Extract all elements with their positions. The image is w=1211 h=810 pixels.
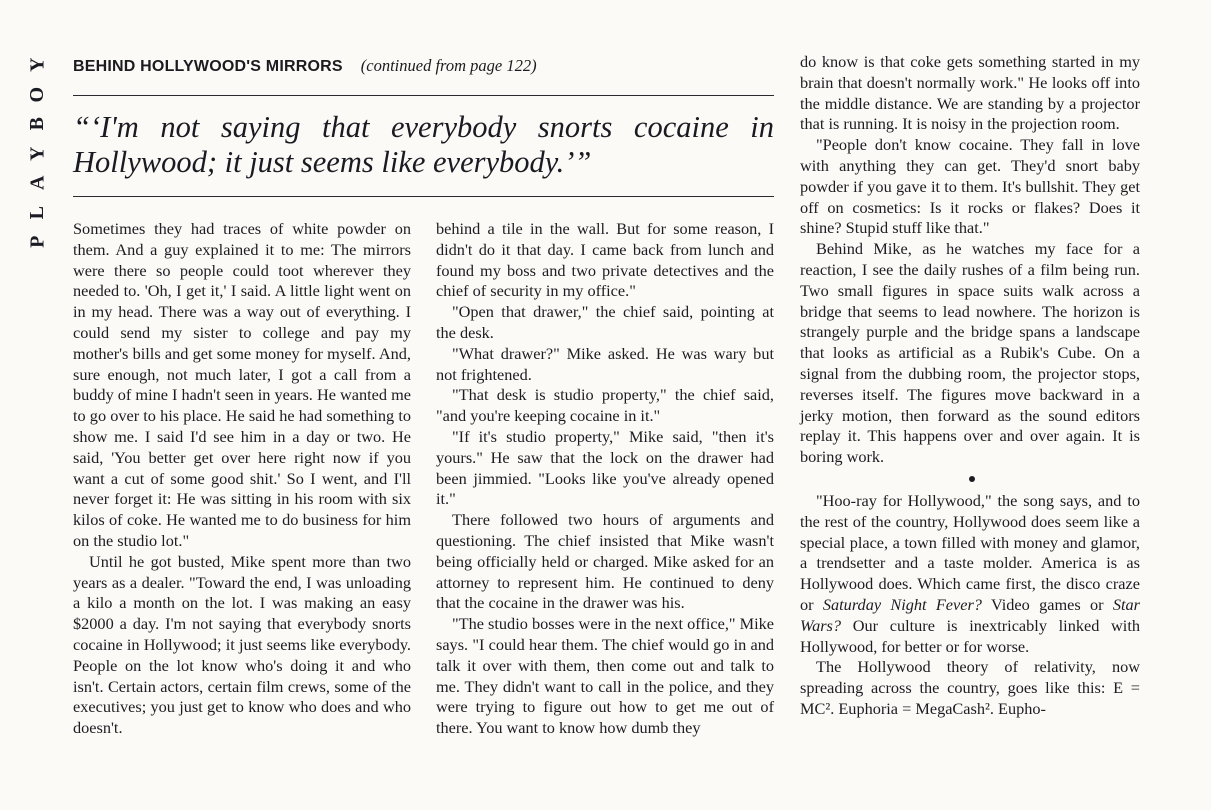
paragraph: Sometimes they had traces of white powder on them. And a guy explained it to me: The mirrors were there so people could toot wherever they needed to. 'Oh, I get it,' I said. A little light went on in my head. There was a way out of everything. I could send my sister to college and pay my mother's bills and get some money for myself. And, sure enough, not much later, I got a call from a buddy of mine I hadn't seen in years. He wanted me to go over to his place. He said he had something to show me. I said I'd see him in a day or two. He said, 'You better get over here right now if you want a cut of some good shit.' So I went, and I'll never forget it: He was sitting in his room with six kilos of coke. He wanted me to do business for him on the studio lot." (73, 219, 411, 550)
paragraph: "If it's studio property," Mike said, "then it's yours." He saw that the lock on the drawer had been jimmied. "Looks like you've already opened it." (436, 426, 774, 509)
paragraph (800, 491, 1140, 657)
paragraph: "The studio bosses were in the next office," Mike says. "I could hear them. The chief would go in and talk it over with them, then come out and talk to me. They didn't want to call in the police, and they were trying to figure out how to get me out of there. You want to know how dumb they (436, 614, 774, 738)
spine-letter: A (26, 175, 49, 190)
spine-letter: B (26, 117, 49, 131)
paragraph: "Open that drawer," the chief said, pointing at the desk. (436, 302, 774, 342)
spine-letter: L (26, 205, 49, 219)
pull-quote-bottom-rule (73, 196, 774, 197)
paragraph: "That desk is studio property," the chief said, "and you're keeping cocaine in it." (436, 385, 774, 426)
continued-note: (continued from page 122) (360, 56, 537, 75)
paragraph: There followed two hours of arguments and questioning. The chief insisted that Mike wasn't being officially held or charged. Mike asked for an attorney to represent him. He continued to deny that the cocaine in the drawer was his. (436, 510, 774, 613)
article-title: BEHIND HOLLYWOOD'S MIRRORS (73, 58, 343, 75)
paragraph: The Hollywood theory of relativity, now spreading across the country, goes like this: E = MC². Euphoria = MegaCash². Eupho- (800, 657, 1140, 718)
pull-quote-top-rule (73, 95, 774, 96)
paragraph-text: "Hoo-ray for Hollywood," the song says, and to the rest of the country, Hollywood does seem like a special place, a town filled with money and glamor, a trendsetter and a taste molder. America is as Hollywood does. Which came first, the disco craze or (800, 490, 1140, 614)
text-column-3 (800, 52, 1140, 720)
spine-letter: O (26, 86, 49, 103)
text-column-2 (436, 219, 774, 739)
text-column-1 (73, 219, 411, 739)
paragraph-text: Video games or (990, 594, 1104, 614)
paragraph: "What drawer?" Mike asked. He was wary but not frightened. (436, 343, 774, 384)
film-title: Star Wars? (800, 594, 1141, 635)
paragraph: Until he got busted, Mike spent more than two years as a dealer. "Toward the end, I was unloading a kilo a month on the lot. I was making an easy $2000 a day. I'm not saying that everybody snorts cocaine in Hollywood; it just seems like everybody. People on the lot know who's doing it and who isn't. Certain actors, certain film crews, some of the executives; you just get to know who does and who doesn't. (73, 551, 411, 738)
running-head (73, 54, 537, 79)
spine-letter: P (26, 235, 49, 248)
magazine-spine-label (27, 50, 49, 257)
paragraph: Behind Mike, as he watches my face for a reaction, I see the daily rushes of a film being run. Two small figures in space suits walk across a bridge that seems to lead nowhere. The horizon is strangely purple and the bridge spans a landscape that looks as artificial as a Rubik's Cube. On a signal from the dubbing room, the projector stops, reverses itself. The figures move backward in a jerky motion, then forward as the sound editors replay it. This happens over and over again. It is boring work. (800, 239, 1140, 467)
spine-letter: Y (26, 57, 49, 72)
film-title: Saturday Night Fever? (822, 594, 982, 614)
paragraph: "People don't know cocaine. They fall in love with anything they can get. They'd snort baby powder if you gave it to them. It's bullshit. They get off on cosmetics: Is it rocks or flakes? Does it shine? Stupid stuff like that." (800, 135, 1140, 238)
paragraph-text: Our culture is inextricably linked with Hollywood, for better or for worse. (800, 615, 1140, 656)
paragraph: behind a tile in the wall. But for some reason, I didn't do it that day. I came back from lunch and found my boss and two private detectives and the chief of security in my office." (436, 219, 774, 301)
pull-quote: “‘I'm not saying that everybody snorts cocaine in Hollywood; it just seems like everybody.’” (73, 110, 774, 179)
spine-letter: Y (26, 146, 49, 161)
paragraph: do know is that coke gets something started in my brain that doesn't normally work." He looks off into the middle distance. We are standing by a projector that is running. It is noisy in the projection room. (800, 52, 1140, 134)
section-break-bullet (800, 470, 1140, 488)
